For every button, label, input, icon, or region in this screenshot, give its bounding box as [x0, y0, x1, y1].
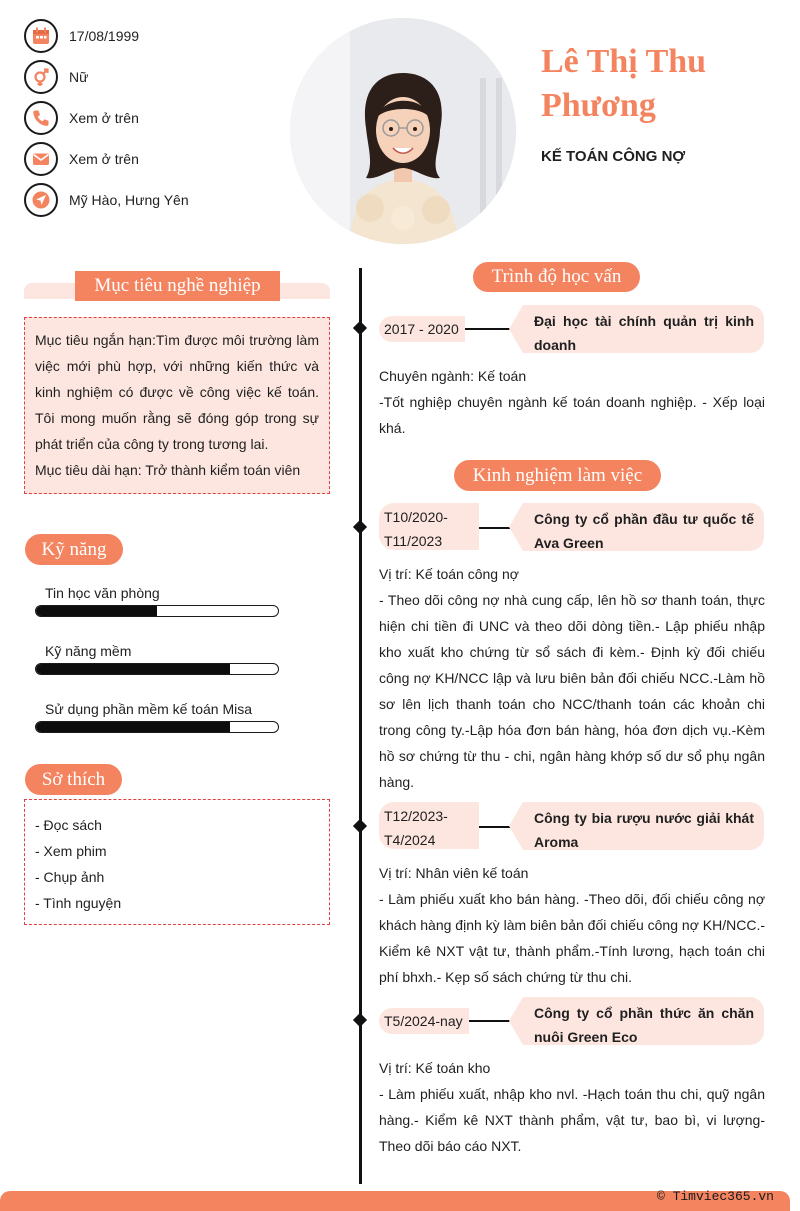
skill-bar: [35, 721, 279, 733]
hobbies-heading: Sở thích: [25, 764, 122, 795]
education-body: [379, 363, 765, 441]
hobby-item: - Đọc sách: [35, 817, 102, 833]
name-line-1: Lê Thị Thu: [541, 43, 707, 80]
phone-icon: [24, 101, 58, 135]
skills-heading: Kỹ năng: [25, 534, 123, 565]
contact-info: [24, 20, 264, 225]
email-icon: [24, 142, 58, 176]
education-school: Đại học tài chính quản trị kinh doanh: [523, 305, 764, 353]
watermark: © Timviec365.vn: [656, 1189, 774, 1204]
hobby-item: - Chụp ảnh: [35, 869, 105, 885]
job-date: [379, 503, 479, 550]
objective-short-term: Mục tiêu ngắn hạn:Tìm được môi trường làm việc mới phù hợp, với những kiến thức và kinh nghiệm có được về công việc kế toán. Tôi mong muốn rằng sẽ đóng góp trong sự phát triển của công ty trong tương lai.: [35, 332, 319, 452]
job-date-start: T5/2024-nay: [384, 1013, 463, 1029]
skill-fill: [36, 664, 230, 674]
job-date-start: T10/2020-: [384, 509, 448, 525]
job-date-start: T12/2023-: [384, 808, 448, 824]
contact-gender: [24, 61, 264, 93]
skill-label: Tin học văn phòng: [45, 585, 160, 601]
gender-icon: [24, 60, 58, 94]
job-date: [379, 802, 479, 849]
timeline-marker: [353, 819, 367, 833]
skill-label: Kỹ năng mềm: [45, 643, 132, 659]
profile-photo: [290, 18, 516, 244]
objective-box: [24, 317, 330, 494]
skill-fill: [36, 722, 230, 732]
birthday-text: 17/08/1999: [69, 28, 140, 44]
location-icon: [24, 183, 58, 217]
job-body: [379, 860, 765, 990]
objective-heading: Mục tiêu nghề nghiệp: [75, 271, 280, 301]
hobby-item: - Xem phim: [35, 843, 107, 859]
job-position: Vị trí: Nhân viên kế toán: [379, 865, 529, 881]
skill-fill: [36, 606, 157, 616]
education-date: 2017 - 2020: [379, 316, 465, 342]
name-line-2: Phương: [541, 87, 656, 124]
job-body: [379, 1055, 765, 1159]
timeline-marker: [353, 1013, 367, 1027]
objective-header: [24, 275, 330, 317]
timeline-marker: [353, 321, 367, 335]
skill-bar: [35, 663, 279, 675]
job-title: KẾ TOÁN CÔNG NỢ: [541, 148, 686, 165]
contact-phone: [24, 102, 264, 134]
education-major: Chuyên ngành: Kế toán: [379, 368, 527, 384]
job-body: [379, 561, 765, 795]
job-date-end: T11/2023: [384, 533, 443, 549]
job-position: Vị trí: Kế toán công nợ: [379, 566, 519, 582]
calendar-icon: [24, 19, 58, 53]
address-text: Mỹ Hào, Hưng Yên: [69, 192, 189, 208]
objective-long-term: Mục tiêu dài hạn: Trở thành kiểm toán viên: [35, 462, 301, 478]
skill-bar: [35, 605, 279, 617]
timeline-marker: [353, 520, 367, 534]
skill-label: Sử dụng phần mềm kế toán Misa: [45, 701, 253, 717]
timeline-line: [359, 268, 362, 1184]
job-company: Công ty cổ phần thức ăn chăn nuôi Green Eco: [523, 997, 764, 1045]
education-details: -Tốt nghiệp chuyên ngành kế toán doanh nghiệp. - Xếp loại khá.: [379, 394, 765, 436]
hobby-item: - Tình nguyện: [35, 895, 122, 911]
job-details: - Làm phiếu xuất, nhập kho nvl. -Hạch toán thu chi, quỹ ngân hàng.- Kiểm kê NXT thành phẩm, vật tư, bao bì, vi lượng-Theo dõi báo cáo NXT.: [379, 1086, 765, 1154]
job-company: Công ty bia rượu nước giải khát Aroma: [523, 802, 764, 850]
hobbies-box: [24, 799, 330, 925]
gender-text: Nữ: [69, 69, 89, 85]
contact-birthday: [24, 20, 264, 52]
job-date: [379, 1008, 469, 1034]
job-date-end: T4/2024: [384, 832, 436, 848]
email-text: Xem ở trên: [69, 151, 139, 167]
job-company: Công ty cổ phần đầu tư quốc tế Ava Green: [523, 503, 764, 551]
phone-text: Xem ở trên: [69, 110, 139, 126]
experience-heading: Kinh nghiệm làm việc: [454, 460, 661, 491]
job-details: - Theo dõi công nợ nhà cung cấp, lên hồ sơ thanh toán, thực hiện chi tiền đi UNC và theo dõi dòng tiền.- Lập phiếu nhập kho xuất kho chứng từ sổ sách đi kèm.- Định kỳ đối chiếu công nợ KH/NCC lập và lưu biên bản đối chiếu NCC.-Làm hồ sơ lên lịch thanh toán cho NCC/thanh toán các khoản chi trong công ty.-Lập hóa đơn bán hàng, hóa đơn dịch vụ.-Kèm hồ sơ chứng từ thu - chi, ngân hàng khớp số dư sổ phụ ngân hàng.: [379, 592, 765, 790]
job-details: - Làm phiếu xuất kho bán hàng. -Theo dõi, đối chiếu công nợ khách hàng định kỳ làm biên bản đối chiếu công nợ KH/NCC.- Kiểm kê NXT vật tư, thành phẩm.-Tính lương, hạch toán chi phí bhxh.- Kẹp số sách chứng từ thu chi.: [379, 891, 765, 985]
contact-address: [24, 184, 264, 216]
job-position: Vị trí: Kế toán kho: [379, 1060, 491, 1076]
education-heading: Trình độ học vấn: [473, 262, 640, 292]
candidate-name: [541, 40, 781, 128]
contact-email: [24, 143, 264, 175]
